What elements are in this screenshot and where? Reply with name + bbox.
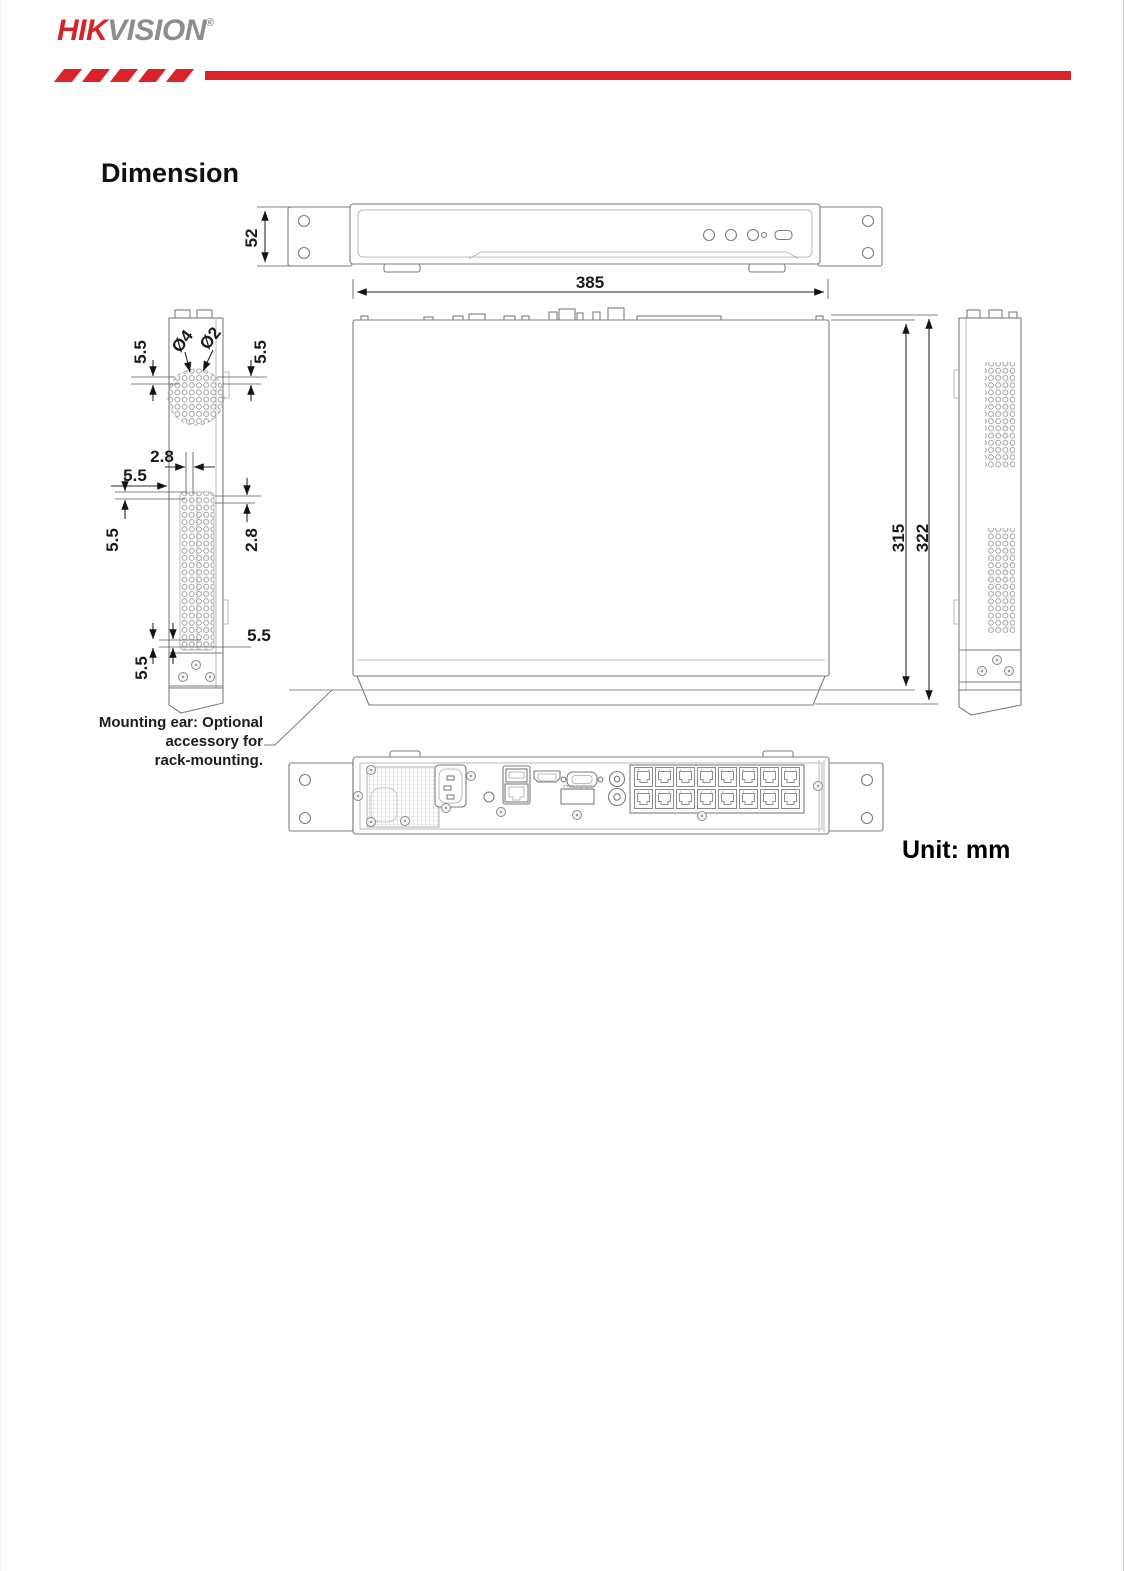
rj45-port (635, 768, 653, 787)
dim-top-left-offset: 5.5 (130, 340, 150, 364)
top-view-front-bezel (357, 676, 825, 705)
left-side-view (103, 310, 271, 713)
dim-bottom-right-offset: 5.5 (247, 626, 271, 645)
dim-depth-outer: 322 (912, 523, 932, 553)
top-view (264, 308, 938, 745)
dimension-diagram (1, 0, 1124, 900)
top-view-rear-connectors (361, 308, 823, 321)
front-chassis (350, 204, 820, 264)
side-top-tab (175, 310, 190, 318)
dim-top-right-offset: 5.5 (250, 340, 270, 364)
page-title: Dimension (101, 158, 240, 188)
unit-label: Unit: mm (902, 836, 1011, 864)
side-clip (954, 370, 959, 398)
rear-view (289, 751, 883, 834)
note-line-1: Mounting ear: Optional (98, 714, 263, 731)
side-top-tab (197, 310, 212, 318)
side-top-tab (989, 310, 1002, 318)
side-top-tab (967, 310, 980, 318)
rj45-port (740, 768, 758, 787)
side-clip (223, 372, 229, 398)
side-clip (954, 600, 959, 624)
screw-hole (442, 804, 451, 813)
side-mounting-ear (169, 688, 223, 713)
front-view (242, 204, 882, 299)
logo-vision: VISION (107, 14, 206, 47)
screw-hole (1005, 667, 1014, 676)
rj45-port (761, 768, 779, 787)
logo-hik: HIK (57, 14, 108, 47)
side-vent-grid (985, 362, 1015, 468)
front-left-mounting-ear (288, 207, 352, 266)
rj45-port (677, 790, 695, 809)
screw-hole (978, 667, 987, 676)
screw-hole (467, 772, 476, 781)
screw-hole (401, 817, 410, 826)
side-vent-grid (987, 528, 1015, 634)
rj45-port (698, 790, 716, 809)
front-foot (749, 264, 785, 272)
rj45-port (740, 790, 758, 809)
fan-vent-circle (168, 369, 224, 425)
dim-hole-col-offset: 5.5 (123, 466, 147, 485)
screw-hole (206, 673, 215, 682)
top-view-body (353, 320, 829, 676)
rj45-port (677, 768, 695, 787)
note-line-2: accessory for (165, 732, 263, 750)
rj45-port (656, 768, 674, 787)
rj45-port (782, 768, 800, 787)
rj45-port (782, 790, 800, 809)
dim-hole-dia-small: Ø2 (195, 323, 225, 354)
screw-hole (179, 673, 188, 682)
registered-mark-icon: ® (205, 17, 214, 29)
side-mounting-ear (959, 690, 1021, 715)
note-line-3: rack-mounting. (154, 751, 263, 769)
screw-hole (354, 792, 363, 801)
rj45-port (719, 768, 737, 787)
dim-hole-dia-large: Ø4 (167, 326, 197, 357)
front-foot (384, 264, 420, 272)
screw-hole (814, 782, 823, 791)
screw-hole (993, 656, 1002, 665)
rj45-port (761, 790, 779, 809)
screw-hole (192, 661, 201, 670)
rj45-port (698, 768, 716, 787)
mounting-ear-leader (264, 690, 332, 745)
rj45-port (719, 790, 737, 809)
screw-hole (698, 812, 707, 821)
dim-bottom-left-offset: 5.5 (131, 656, 151, 680)
dim-front-height: 52 (241, 228, 261, 248)
rear-left-mounting-ear (289, 763, 353, 831)
screw-hole (497, 808, 506, 817)
screw-hole (573, 811, 582, 820)
dim-hole-col-gap: 2.8 (150, 447, 174, 466)
dim-depth-inner: 315 (888, 523, 908, 553)
dim-width: 385 (575, 273, 605, 292)
dim-mid-left-offset: 5.5 (102, 528, 122, 552)
dim-col-pitch: 2.8 (241, 528, 261, 552)
screw-hole (367, 766, 376, 775)
right-side-view (954, 310, 1021, 715)
rj45-port (656, 790, 674, 809)
screw-hole (367, 818, 376, 827)
side-top-tab (1009, 312, 1017, 318)
side-clip (223, 600, 228, 624)
rj45-port (635, 790, 653, 809)
